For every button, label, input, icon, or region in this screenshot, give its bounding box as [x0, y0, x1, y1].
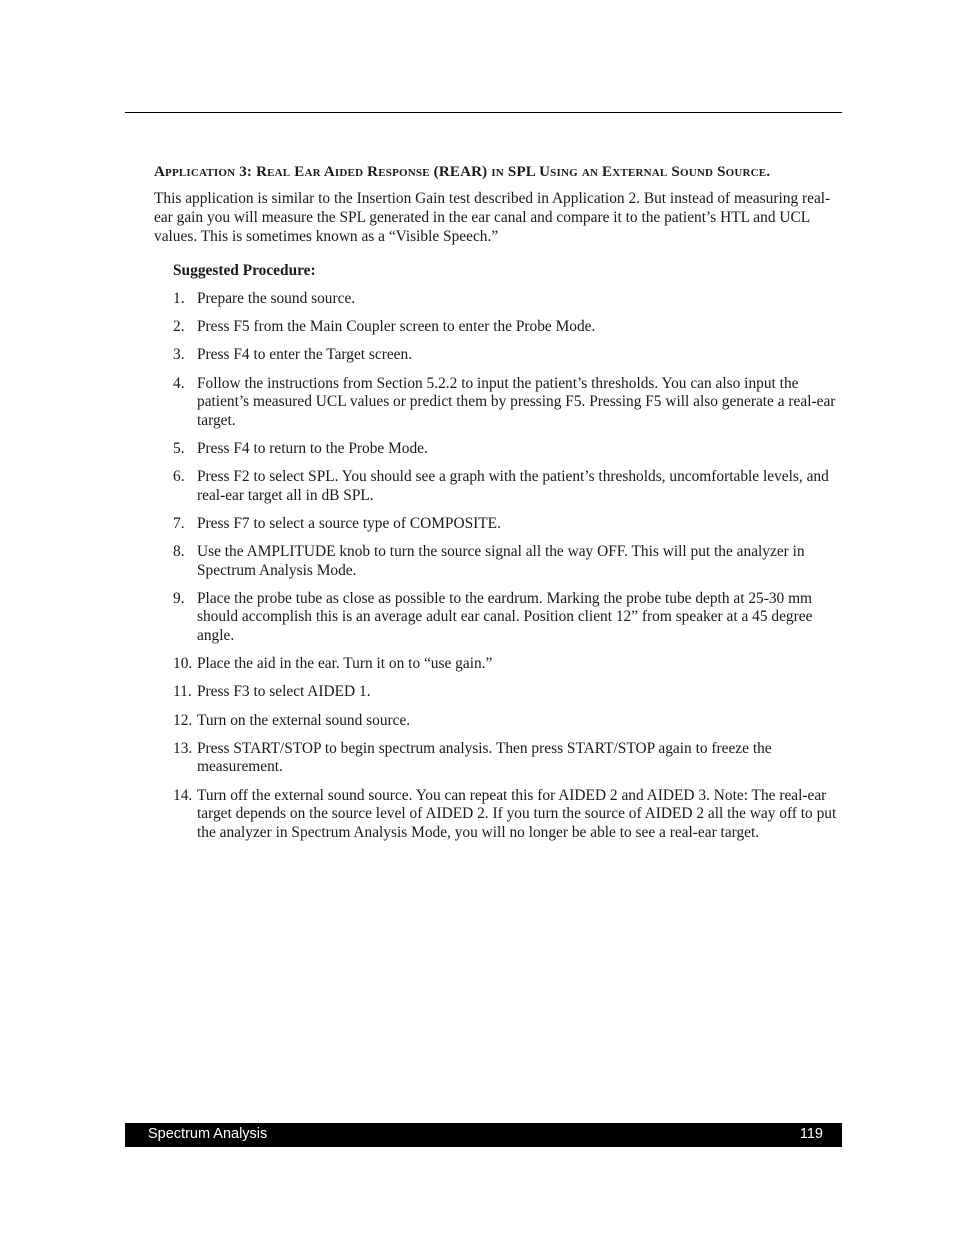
step-text: Place the probe tube as close as possible to the eardrum. Marking the probe tube depth at 25-30 mm should accomplish this is an average adult ear canal. Position client 12” from speaker at a 45 degree angle. [197, 589, 813, 645]
step-text: Press F5 from the Main Coupler screen to enter the Probe Mode. [197, 318, 596, 336]
step-text: Use the AMPLITUDE knob to turn the source signal all the way OFF. This will put the analyzer in Spectrum Analysis Mode. [197, 543, 805, 579]
step-number: 4. [173, 374, 185, 392]
step-text: Follow the instructions from Section 5.2.2 to input the patient’s thresholds. You can also input the patient’s measured UCL values or predict them by pressing F5. Pressing F5 will also generate a real-ear target. [197, 374, 836, 429]
step-item [173, 290, 843, 309]
step-item [173, 787, 843, 843]
step-item [173, 740, 843, 777]
step-number: 8. [173, 543, 185, 561]
step-item [173, 318, 843, 337]
step-number: 3. [173, 346, 185, 364]
step-number: 11. [173, 683, 192, 701]
step-text: Press F7 to select a source type of COMPOSITE. [197, 514, 501, 532]
step-item [173, 683, 843, 702]
page-number: 119 [799, 1126, 823, 1142]
procedure-steps [173, 290, 843, 852]
header-rule [125, 112, 842, 113]
step-number: 7. [173, 514, 185, 532]
procedure-heading: Suggested Procedure: [173, 262, 316, 279]
step-number: 5. [173, 439, 185, 457]
step-item [173, 375, 843, 431]
step-text: Place the aid in the ear. Turn it on to “use gain.” [197, 655, 493, 673]
step-text: Press F4 to return to the Probe Mode. [197, 439, 428, 457]
section-heading: Application 3: Real Ear Aided Response (REAR) in SPL Using an External Sound Source. [154, 164, 771, 180]
footer-title: Spectrum Analysis [148, 1126, 268, 1142]
step-text: Prepare the sound source. [197, 290, 356, 307]
step-item [173, 590, 843, 646]
step-number: 1. [173, 290, 185, 307]
step-number: 9. [173, 589, 185, 607]
step-text: Turn off the external sound source. You can repeat this for AIDED 2 and AIDED 3. Note: The real-ear target depends on the source level of AIDED 2. If you turn the source of AIDED 2 all the way off to put the analyzer in Spectrum Analysis Mode, you will no longer be able to see a real-ear target. [197, 786, 837, 841]
step-item [173, 515, 843, 534]
step-item [173, 468, 843, 505]
step-number: 2. [173, 318, 185, 336]
step-text: Press F4 to enter the Target screen. [197, 346, 413, 364]
step-text: Press F3 to select AIDED 1. [197, 683, 371, 701]
footer-bar [125, 1123, 842, 1147]
step-text: Press F2 to select SPL. You should see a graph with the patient’s thresholds, uncomfortable levels, and real-ear target all in dB SPL. [197, 468, 829, 504]
intro-paragraph: This application is similar to the Insertion Gain test described in Application 2. But instead of measuring real-ear gain you will measure the SPL generated in the ear canal and compare it to the patient’s HTL and UCL values. This is sometimes known as a “Visible Speech.” [154, 190, 831, 245]
step-text: Press START/STOP to begin spectrum analysis. Then press START/STOP again to freeze the measurement. [197, 739, 772, 776]
step-number: 12. [173, 711, 193, 729]
step-text: Turn on the external sound source. [197, 711, 411, 729]
step-item [173, 346, 843, 365]
step-item [173, 655, 843, 674]
step-item [173, 543, 843, 580]
step-item [173, 440, 843, 459]
step-number: 14. [173, 786, 193, 804]
step-number: 10. [173, 655, 193, 673]
step-item [173, 712, 843, 731]
step-number: 6. [173, 468, 185, 486]
step-number: 13. [173, 739, 193, 757]
